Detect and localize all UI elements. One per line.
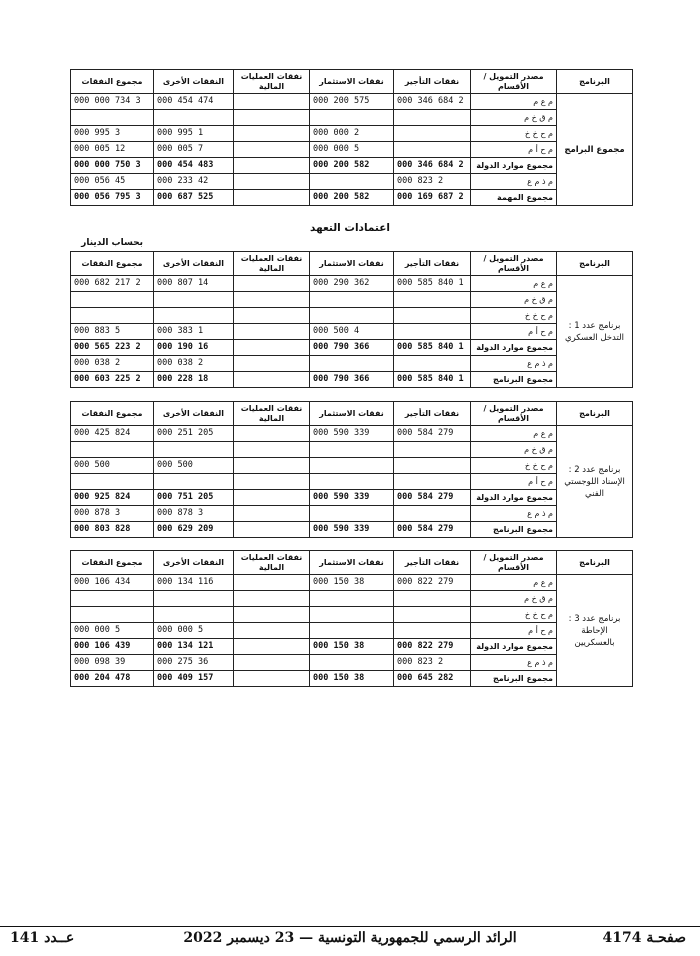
- source-cell: م ذ م ع: [471, 356, 557, 372]
- investment-cell: [310, 607, 394, 623]
- total-cell: [71, 591, 154, 607]
- financial-ops-cell: [234, 372, 310, 388]
- section-title: اعتمادات التعهد: [310, 222, 390, 234]
- total-cell: [71, 292, 154, 308]
- other-cell: 474 454 000: [154, 94, 234, 110]
- financial-ops-cell: [234, 442, 310, 458]
- table-row: [71, 174, 633, 190]
- table-row: [71, 623, 633, 639]
- header-investment: نفقات الاستثمار: [310, 551, 394, 575]
- investment-cell: [310, 623, 394, 639]
- other-cell: 16 190 000: [154, 340, 234, 356]
- investment-cell: 582 200 000: [310, 190, 394, 206]
- source-cell: م ح خ خ: [471, 308, 557, 324]
- investment-cell: 582 200 000: [310, 158, 394, 174]
- investment-cell: [310, 110, 394, 126]
- source-cell: م ق خ م: [471, 110, 557, 126]
- financial-ops-cell: [234, 426, 310, 442]
- table-row: [71, 340, 633, 356]
- financial-ops-cell: [234, 591, 310, 607]
- header-other: النفقات الأخرى: [154, 252, 234, 276]
- financial-ops-cell: [234, 474, 310, 490]
- header-investment: نفقات الاستثمار: [310, 402, 394, 426]
- financial-ops-cell: [234, 94, 310, 110]
- source-cell: مجموع المهمة: [471, 190, 557, 206]
- header-financial-ops: نفقات العمليات المالية: [234, 551, 310, 575]
- table-programs-total: [70, 69, 633, 206]
- currency-note: بحساب الدينار: [81, 238, 143, 248]
- financial-ops-cell: [234, 126, 310, 142]
- table-row: [71, 190, 633, 206]
- header-program: البرنامج: [557, 402, 633, 426]
- financial-ops-cell: [234, 506, 310, 522]
- source-cell: مجموع موارد الدولة: [471, 639, 557, 655]
- total-cell: 828 803 000: [71, 522, 154, 538]
- rent-cell: 1 840 585 000: [394, 276, 471, 292]
- total-cell: [71, 474, 154, 490]
- other-cell: 483 454 000: [154, 158, 234, 174]
- header-source: مصدر التمويل / الأقسام: [471, 252, 557, 276]
- table-row: [71, 607, 633, 623]
- table-row: [71, 426, 633, 442]
- rent-cell: 1 840 585 000: [394, 372, 471, 388]
- rent-cell: [394, 607, 471, 623]
- header-program: البرنامج: [557, 551, 633, 575]
- investment-cell: 339 590 000: [310, 490, 394, 506]
- rent-cell: 282 645 000: [394, 671, 471, 687]
- header-total: مجموع النفقات: [71, 70, 154, 94]
- journal-title: الرائد الرسمي للجمهورية التونسية — 23 ديسمبر 2022: [183, 930, 517, 946]
- header-rent: نفقات التأجير: [394, 551, 471, 575]
- other-cell: [154, 110, 234, 126]
- table-row: [71, 142, 633, 158]
- investment-cell: [310, 591, 394, 607]
- rent-cell: [394, 292, 471, 308]
- table-row: [71, 442, 633, 458]
- total-cell: 500 000: [71, 458, 154, 474]
- table-row: [71, 356, 633, 372]
- total-cell: 824 425 000: [71, 426, 154, 442]
- total-cell: 12 005 000: [71, 142, 154, 158]
- total-cell: 824 925 000: [71, 490, 154, 506]
- source-cell: م ع م: [471, 575, 557, 591]
- header-investment: نفقات الاستثمار: [310, 252, 394, 276]
- table-row: [71, 655, 633, 671]
- source-cell: م ذ م ع: [471, 655, 557, 671]
- table-row: [71, 671, 633, 687]
- investment-cell: 38 150 000: [310, 671, 394, 687]
- financial-ops-cell: [234, 142, 310, 158]
- total-cell: 439 106 000: [71, 639, 154, 655]
- investment-cell: [310, 292, 394, 308]
- rent-cell: [394, 474, 471, 490]
- rent-cell: 279 822 000: [394, 575, 471, 591]
- total-cell: 3 878 000: [71, 506, 154, 522]
- rent-cell: [394, 110, 471, 126]
- source-cell: م ح أ م: [471, 623, 557, 639]
- rent-cell: 2 823 000: [394, 174, 471, 190]
- total-cell: [71, 308, 154, 324]
- rent-cell: 1 840 585 000: [394, 340, 471, 356]
- source-cell: م ق خ م: [471, 591, 557, 607]
- total-cell: 45 056 000: [71, 174, 154, 190]
- source-cell: م ح خ خ: [471, 126, 557, 142]
- other-cell: [154, 292, 234, 308]
- header-rent: نفقات التأجير: [394, 70, 471, 94]
- table-header: [71, 402, 633, 426]
- source-cell: م ح خ خ: [471, 458, 557, 474]
- source-cell: م ع م: [471, 276, 557, 292]
- table-row: [71, 276, 633, 292]
- source-cell: م ق خ م: [471, 292, 557, 308]
- source-cell: مجموع موارد الدولة: [471, 340, 557, 356]
- financial-ops-cell: [234, 458, 310, 474]
- rent-cell: [394, 324, 471, 340]
- other-cell: 1 995 000: [154, 126, 234, 142]
- other-cell: 1 383 000: [154, 324, 234, 340]
- header-financial-ops: نفقات العمليات المالية: [234, 70, 310, 94]
- source-cell: مجموع موارد الدولة: [471, 158, 557, 174]
- other-cell: [154, 607, 234, 623]
- source-cell: م ق خ م: [471, 442, 557, 458]
- investment-cell: 362 290 000: [310, 276, 394, 292]
- other-cell: 500 000: [154, 458, 234, 474]
- total-cell: 2 225 603 000: [71, 372, 154, 388]
- rent-cell: 2 823 000: [394, 655, 471, 671]
- other-cell: 157 409 000: [154, 671, 234, 687]
- other-cell: 42 233 000: [154, 174, 234, 190]
- investment-cell: 38 150 000: [310, 575, 394, 591]
- investment-cell: [310, 174, 394, 190]
- investment-cell: 339 590 000: [310, 426, 394, 442]
- other-cell: [154, 442, 234, 458]
- table-row: [71, 308, 633, 324]
- footer-divider: [0, 926, 700, 927]
- financial-ops-cell: [234, 340, 310, 356]
- investment-cell: 366 790 000: [310, 372, 394, 388]
- total-cell: 3 995 000: [71, 126, 154, 142]
- financial-ops-cell: [234, 110, 310, 126]
- total-cell: 2 038 000: [71, 356, 154, 372]
- rent-cell: 2 687 169 000: [394, 190, 471, 206]
- total-cell: [71, 110, 154, 126]
- investment-cell: [310, 506, 394, 522]
- financial-ops-cell: [234, 607, 310, 623]
- source-cell: م ح خ خ: [471, 607, 557, 623]
- header-total: مجموع النفقات: [71, 252, 154, 276]
- source-cell: م ذ م ع: [471, 174, 557, 190]
- rent-cell: 2 684 346 000: [394, 94, 471, 110]
- table-row: [71, 158, 633, 174]
- total-cell: 434 106 000: [71, 575, 154, 591]
- header-program: البرنامج: [557, 70, 633, 94]
- rent-cell: [394, 308, 471, 324]
- financial-ops-cell: [234, 292, 310, 308]
- other-cell: 121 134 000: [154, 639, 234, 655]
- header-financial-ops: نفقات العمليات المالية: [234, 402, 310, 426]
- investment-cell: 575 200 000: [310, 94, 394, 110]
- financial-ops-cell: [234, 308, 310, 324]
- other-cell: 209 629 000: [154, 522, 234, 538]
- source-cell: م ح أ م: [471, 324, 557, 340]
- program-name: برنامج عدد 3 : الإحاطة بالعسكريين: [557, 575, 633, 687]
- table-row: [71, 639, 633, 655]
- financial-ops-cell: [234, 655, 310, 671]
- investment-cell: [310, 474, 394, 490]
- other-cell: [154, 591, 234, 607]
- other-cell: 5 000 000: [154, 623, 234, 639]
- rent-cell: 279 584 000: [394, 522, 471, 538]
- investment-cell: 4 500 000: [310, 324, 394, 340]
- total-cell: 2 223 565 000: [71, 340, 154, 356]
- table-row: [71, 292, 633, 308]
- table-row: [71, 591, 633, 607]
- table-program-3: [70, 550, 633, 687]
- program-name: مجموع البرامج: [557, 94, 633, 206]
- investment-cell: 339 590 000: [310, 522, 394, 538]
- table-header: [71, 70, 633, 94]
- rent-cell: [394, 506, 471, 522]
- investment-cell: 38 150 000: [310, 639, 394, 655]
- total-cell: 478 204 000: [71, 671, 154, 687]
- source-cell: م ح أ م: [471, 474, 557, 490]
- total-cell: 2 217 682 000: [71, 276, 154, 292]
- investment-cell: [310, 356, 394, 372]
- financial-ops-cell: [234, 276, 310, 292]
- investment-cell: [310, 458, 394, 474]
- table-row: [71, 575, 633, 591]
- other-cell: 205 751 000: [154, 490, 234, 506]
- total-cell: 5 883 000: [71, 324, 154, 340]
- financial-ops-cell: [234, 356, 310, 372]
- other-cell: [154, 308, 234, 324]
- total-cell: [71, 442, 154, 458]
- table-row: [71, 324, 633, 340]
- financial-ops-cell: [234, 174, 310, 190]
- table-program-2: [70, 401, 633, 538]
- rent-cell: [394, 591, 471, 607]
- issue-number: عــدد 141: [10, 930, 75, 946]
- total-cell: [71, 607, 154, 623]
- rent-cell: 279 584 000: [394, 490, 471, 506]
- table-header: [71, 252, 633, 276]
- rent-cell: 279 584 000: [394, 426, 471, 442]
- header-program: البرنامج: [557, 252, 633, 276]
- rent-cell: 2 684 346 000: [394, 158, 471, 174]
- other-cell: [154, 474, 234, 490]
- header-rent: نفقات التأجير: [394, 252, 471, 276]
- source-cell: م ع م: [471, 94, 557, 110]
- investment-cell: [310, 308, 394, 324]
- page-number: صفحـة 4174: [602, 930, 686, 946]
- table-row: [71, 506, 633, 522]
- program-name: برنامج عدد 2 : الإسناد اللوجستي الفني: [557, 426, 633, 538]
- program-name: برنامج عدد 1 : التدخل العسكري: [557, 276, 633, 388]
- financial-ops-cell: [234, 623, 310, 639]
- financial-ops-cell: [234, 639, 310, 655]
- rent-cell: [394, 458, 471, 474]
- source-cell: مجموع البرنامج: [471, 372, 557, 388]
- rent-cell: [394, 356, 471, 372]
- total-cell: 39 098 000: [71, 655, 154, 671]
- table-program-1: [70, 251, 633, 388]
- header-source: مصدر التمويل / الأقسام: [471, 70, 557, 94]
- financial-ops-cell: [234, 522, 310, 538]
- other-cell: 2 038 000: [154, 356, 234, 372]
- investment-cell: [310, 655, 394, 671]
- table-row: [71, 474, 633, 490]
- source-cell: مجموع البرنامج: [471, 671, 557, 687]
- table-row: [71, 490, 633, 506]
- table-row: [71, 458, 633, 474]
- header-source: مصدر التمويل / الأقسام: [471, 551, 557, 575]
- header-other: النفقات الأخرى: [154, 402, 234, 426]
- rent-cell: [394, 126, 471, 142]
- header-other: النفقات الأخرى: [154, 551, 234, 575]
- financial-ops-cell: [234, 575, 310, 591]
- other-cell: 116 134 000: [154, 575, 234, 591]
- other-cell: 14 807 000: [154, 276, 234, 292]
- header-rent: نفقات التأجير: [394, 402, 471, 426]
- total-cell: 5 000 000: [71, 623, 154, 639]
- financial-ops-cell: [234, 324, 310, 340]
- total-cell: 3 750 000 000: [71, 158, 154, 174]
- other-cell: 205 251 000: [154, 426, 234, 442]
- table-row: [71, 372, 633, 388]
- other-cell: 7 005 000: [154, 142, 234, 158]
- table-header: [71, 551, 633, 575]
- header-total: مجموع النفقات: [71, 551, 154, 575]
- other-cell: 525 687 000: [154, 190, 234, 206]
- investment-cell: 5 000 000: [310, 142, 394, 158]
- rent-cell: [394, 142, 471, 158]
- total-cell: 3 734 000 000: [71, 94, 154, 110]
- rent-cell: [394, 442, 471, 458]
- source-cell: مجموع موارد الدولة: [471, 490, 557, 506]
- source-cell: م ح أ م: [471, 142, 557, 158]
- rent-cell: [394, 623, 471, 639]
- table-row: [71, 94, 633, 110]
- table-row: [71, 126, 633, 142]
- table-row: [71, 110, 633, 126]
- source-cell: م ع م: [471, 426, 557, 442]
- other-cell: 3 878 000: [154, 506, 234, 522]
- source-cell: مجموع البرنامج: [471, 522, 557, 538]
- investment-cell: 2 000 000: [310, 126, 394, 142]
- header-source: مصدر التمويل / الأقسام: [471, 402, 557, 426]
- table-row: [71, 522, 633, 538]
- rent-cell: 279 822 000: [394, 639, 471, 655]
- financial-ops-cell: [234, 158, 310, 174]
- investment-cell: 366 790 000: [310, 340, 394, 356]
- header-investment: نفقات الاستثمار: [310, 70, 394, 94]
- header-other: النفقات الأخرى: [154, 70, 234, 94]
- other-cell: 18 228 000: [154, 372, 234, 388]
- total-cell: 3 795 056 000: [71, 190, 154, 206]
- other-cell: 36 275 000: [154, 655, 234, 671]
- source-cell: م ذ م ع: [471, 506, 557, 522]
- investment-cell: [310, 442, 394, 458]
- header-total: مجموع النفقات: [71, 402, 154, 426]
- header-financial-ops: نفقات العمليات المالية: [234, 252, 310, 276]
- financial-ops-cell: [234, 671, 310, 687]
- financial-ops-cell: [234, 190, 310, 206]
- financial-ops-cell: [234, 490, 310, 506]
